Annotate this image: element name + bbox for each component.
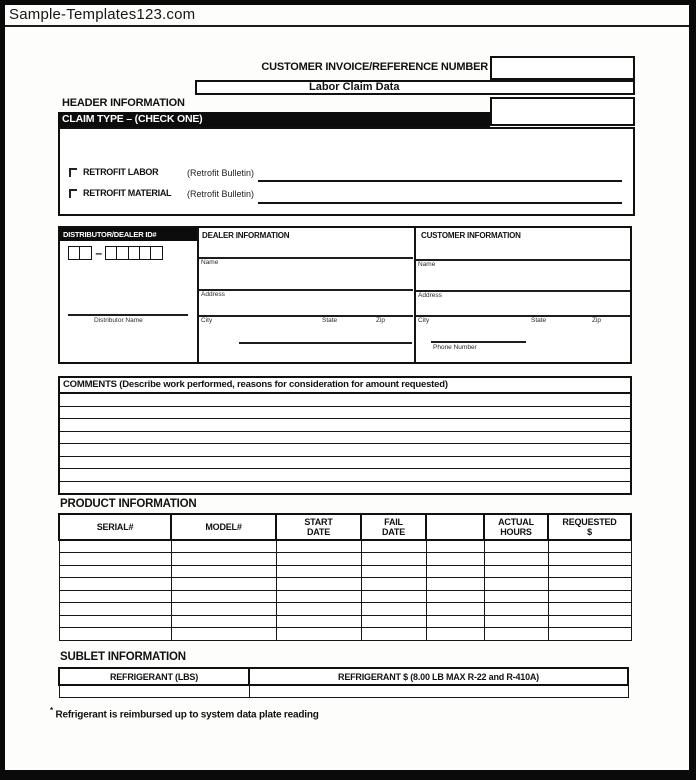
product-cell[interactable] (361, 540, 426, 553)
id-digit-box[interactable] (150, 246, 163, 260)
sublet-information-title: SUBLET INFORMATION (60, 651, 186, 663)
product-cell[interactable] (59, 578, 171, 591)
product-cell[interactable] (361, 553, 426, 566)
product-cell[interactable] (59, 603, 171, 616)
product-row (59, 603, 631, 616)
product-cell[interactable] (484, 603, 548, 616)
comment-line[interactable] (60, 419, 630, 432)
product-cell[interactable] (484, 590, 548, 603)
product-cell[interactable] (171, 553, 276, 566)
distributor-id-boxes (68, 246, 161, 260)
customer-name-label: Name (418, 261, 436, 268)
product-row (59, 578, 631, 591)
comments-box (58, 376, 632, 495)
comment-line[interactable] (60, 482, 630, 494)
refrigerant-lbs-cell[interactable] (59, 685, 249, 698)
product-cell[interactable] (484, 628, 548, 641)
product-cell[interactable] (484, 565, 548, 578)
product-row (59, 628, 631, 641)
col-blank (426, 514, 484, 540)
customer-city-label: City (418, 317, 430, 324)
customer-zip-label: Zip (592, 317, 602, 324)
dealer-state-label: State (322, 317, 338, 324)
comments-title: COMMENTS (Describe work performed, reasons for consideration for amount requested) (60, 378, 630, 394)
footnote-text: Refrigerant is reimbursed up to system data plate reading (55, 709, 319, 721)
parties-box (58, 226, 632, 364)
product-cell[interactable] (59, 615, 171, 628)
product-row (59, 590, 631, 603)
product-cell[interactable] (171, 615, 276, 628)
footnote-asterisk: * (50, 706, 53, 715)
product-cell[interactable] (276, 590, 361, 603)
invoice-reference-label: CUSTOMER INVOICE/REFERENCE NUMBER (261, 61, 488, 73)
watermark-text: Sample-Templates123.com (9, 6, 196, 23)
product-cell[interactable] (59, 553, 171, 566)
product-cell[interactable] (426, 590, 484, 603)
product-row (59, 553, 631, 566)
product-cell[interactable] (484, 553, 548, 566)
customer-name-line[interactable] (416, 259, 630, 261)
customer-phone-line[interactable] (431, 341, 526, 343)
col-start-date: START DATE (276, 514, 361, 540)
dealer-phone-line[interactable] (239, 342, 412, 344)
distributor-dealer-id-bar: DISTRIBUTOR/DEALER ID# (60, 228, 197, 241)
product-row (59, 540, 631, 553)
product-cell[interactable] (59, 628, 171, 641)
watermark-divider (5, 25, 689, 27)
customer-address-line[interactable] (416, 290, 630, 292)
col-actual-hours: ACTUAL HOURS (484, 514, 548, 540)
dealer-address-line[interactable] (199, 289, 413, 291)
product-cell[interactable] (276, 553, 361, 566)
product-row (59, 615, 631, 628)
product-cell[interactable] (276, 565, 361, 578)
product-information-table (58, 513, 632, 641)
customer-address-label: Address (418, 292, 442, 299)
product-cell[interactable] (548, 603, 631, 616)
col-model: MODEL# (171, 514, 276, 540)
comment-line[interactable] (60, 394, 630, 407)
product-cell[interactable] (426, 565, 484, 578)
id-dash: – (95, 246, 103, 260)
product-cell[interactable] (548, 578, 631, 591)
product-cell[interactable] (59, 565, 171, 578)
header-information-input-box[interactable] (490, 97, 635, 126)
product-cell[interactable] (276, 578, 361, 591)
product-cell[interactable] (484, 540, 548, 553)
comment-line[interactable] (60, 469, 630, 482)
comment-line[interactable] (60, 432, 630, 445)
refrigerant-footnote (50, 706, 319, 720)
retrofit-material-checkbox[interactable] (69, 189, 77, 198)
form-title-bar: Labor Claim Data (195, 80, 635, 95)
retrofit-labor-bulletin-label: (Retrofit Bulletin) (187, 168, 255, 178)
product-information-title: PRODUCT INFORMATION (60, 498, 197, 510)
product-cell[interactable] (171, 603, 276, 616)
refrigerant-dollar-cell[interactable] (249, 685, 628, 698)
product-cell[interactable] (548, 590, 631, 603)
customer-phone-label: Phone Number (433, 344, 477, 351)
claim-type-section-bar: CLAIM TYPE – (CHECK ONE) (58, 112, 490, 127)
product-cell[interactable] (361, 590, 426, 603)
dealer-address-label: Address (201, 291, 225, 298)
scan-border-bottom (0, 770, 696, 780)
product-cell[interactable] (276, 540, 361, 553)
product-cell[interactable] (276, 603, 361, 616)
retrofit-material-bulletin-label: (Retrofit Bulletin) (187, 189, 255, 199)
product-cell[interactable] (548, 540, 631, 553)
customer-information-title: CUSTOMER INFORMATION (421, 231, 521, 240)
dealer-zip-label: Zip (376, 317, 386, 324)
retrofit-material-label: RETROFIT MATERIAL (83, 188, 172, 198)
col-serial: SERIAL# (59, 514, 171, 540)
product-cell[interactable] (171, 565, 276, 578)
product-cell[interactable] (484, 578, 548, 591)
product-cell[interactable] (426, 540, 484, 553)
refrigerant-dollar-header: REFRIGERANT $ (8.00 LB MAX R-22 and R-410A) (249, 668, 628, 685)
product-cell[interactable] (426, 615, 484, 628)
col-fail-date: FAIL DATE (361, 514, 426, 540)
dealer-customer-divider (414, 228, 416, 362)
sublet-table (58, 667, 629, 698)
product-cell[interactable] (361, 615, 426, 628)
header-information-label: HEADER INFORMATION (62, 97, 185, 109)
product-cell[interactable] (548, 553, 631, 566)
scan-border-right (689, 0, 696, 780)
dealer-name-line[interactable] (199, 257, 413, 259)
product-cell[interactable] (361, 628, 426, 641)
retrofit-labor-label: RETROFIT LABOR (83, 167, 159, 177)
refrigerant-lbs-header: REFRIGERANT (LBS) (59, 668, 249, 685)
scan-border-left (0, 0, 5, 780)
distributor-name-label: Distributor Name (94, 317, 143, 324)
retrofit-labor-bulletin-line[interactable] (258, 180, 622, 182)
product-cell[interactable] (276, 615, 361, 628)
product-cell[interactable] (484, 615, 548, 628)
product-cell[interactable] (426, 553, 484, 566)
product-cell[interactable] (171, 628, 276, 641)
customer-state-label: State (531, 317, 547, 324)
product-cell[interactable] (171, 590, 276, 603)
product-cell[interactable] (59, 540, 171, 553)
comment-line[interactable] (60, 407, 630, 420)
sublet-row (59, 685, 628, 698)
distributor-name-line[interactable] (68, 314, 188, 316)
product-cell[interactable] (426, 578, 484, 591)
dealer-information-title: DEALER INFORMATION (202, 231, 290, 240)
product-cell[interactable] (59, 590, 171, 603)
product-cell[interactable] (426, 628, 484, 641)
product-row (59, 565, 631, 578)
product-cell[interactable] (548, 565, 631, 578)
distributor-dealer-divider (197, 228, 199, 362)
invoice-reference-input-box[interactable] (490, 56, 635, 80)
retrofit-labor-checkbox[interactable] (69, 168, 77, 177)
comment-line[interactable] (60, 444, 630, 457)
product-cell[interactable] (361, 565, 426, 578)
col-requested: REQUESTED $ (548, 514, 631, 540)
comment-line[interactable] (60, 457, 630, 470)
dealer-name-label: Name (201, 259, 219, 266)
product-cell[interactable] (548, 628, 631, 641)
product-cell[interactable] (361, 603, 426, 616)
product-table-header-row (59, 514, 631, 540)
product-cell[interactable] (548, 615, 631, 628)
product-cell[interactable] (171, 578, 276, 591)
scan-border-top (0, 0, 696, 5)
claim-type-box (58, 127, 635, 216)
retrofit-material-bulletin-line[interactable] (258, 202, 622, 204)
product-cell[interactable] (361, 578, 426, 591)
id-digit-box[interactable] (79, 246, 92, 260)
product-cell[interactable] (426, 603, 484, 616)
product-cell[interactable] (171, 540, 276, 553)
dealer-city-label: City (201, 317, 213, 324)
product-cell[interactable] (276, 628, 361, 641)
sublet-header-row (59, 668, 628, 685)
